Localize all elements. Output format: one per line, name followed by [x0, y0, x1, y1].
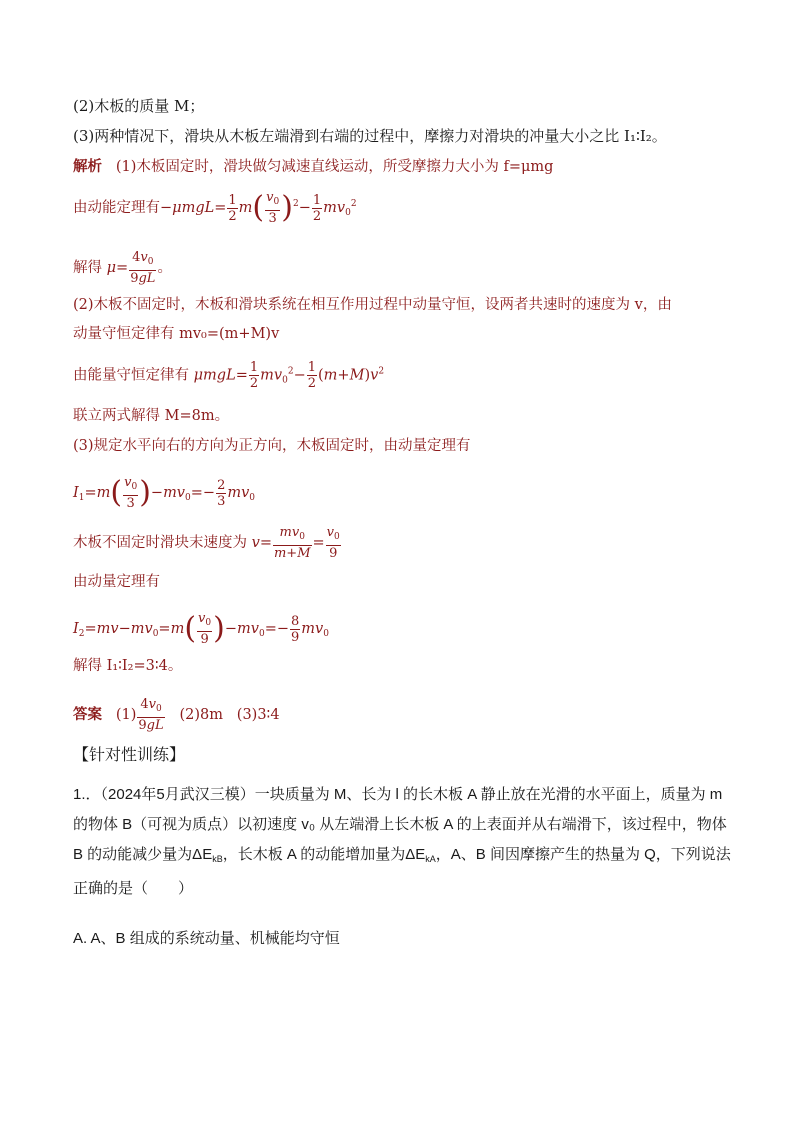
solution-text-6: 由能量守恒定律有 — [73, 367, 189, 384]
solution-label: 解析 — [73, 158, 102, 175]
question-1-option-a: A. A、B 组成的系统动量、机械能均守恒 — [73, 930, 340, 947]
answer-2: (2)8m — [179, 707, 223, 723]
answer-3: (3)3∶4 — [236, 707, 280, 723]
solution-text-1: (1)木板固定时，滑块做匀减速直线运动，所受摩擦力大小为 f=μmg — [115, 159, 554, 175]
solution-line-13: 解得 I₁∶I₂=3∶4。 — [73, 658, 183, 674]
solution-text-3: 解得 — [73, 260, 102, 276]
solution-line-1 — [73, 157, 734, 177]
solution-line-4: (2)木板不固定时，木板和滑块系统在相互作用过程中动量守恒，设两者共速时的速度为 v，由 — [73, 297, 672, 313]
answer-line: 答案 (1) $\frac{4v_0}{9gL}$ (2)8m (3)3∶4 — [73, 697, 280, 733]
solution-text-10: 木板不固定时滑块末速度为 — [73, 535, 247, 551]
solution-line-2: 由动能定理有−μmgL= $\frac{1}{2}$ m( $\frac{v_0}{3}$ )$^2$− $\frac{1}{2}$ $mv_0^2$ — [73, 190, 357, 226]
solution-line-5: 动量守恒定律有 mv₀=(m+M)v — [73, 326, 280, 342]
answer-label: 答案 — [73, 706, 102, 723]
problem-part2: (2)木板的质量 M； — [73, 97, 205, 115]
solution-line-7: 联立两式解得 M=8m。 — [73, 408, 230, 424]
solution-text-2: 由动能定理有 — [73, 200, 160, 216]
solution-line-3: 解得 μ= $\frac{4v_0}{9gL}$ 。 — [73, 250, 172, 286]
solution-line-11: 由动量定理有 — [73, 574, 160, 590]
solution-line-9: $I_1=m$( $\frac{v_0}{3}$ )$-mv_0=-$ $\frac{2}{3}$ $mv_0$ — [73, 475, 256, 511]
section-title: 【针对性训练】 — [73, 745, 186, 764]
solution-line-10: 木板不固定时滑块末速度为 v= $\frac{mv_0}{m+M}$ = $\frac{v_0}{9}$ — [73, 525, 340, 561]
question-1-text: 1.．（2024年5月武汉三模）一块质量为 M、长为 l 的长木板 A 静止放在光滑的水平面上，质量为 m 的物体 B（可视为质点）以初速度 v₀ 从左端滑上长木板 A 的上表面并从右端滑下，该过程中，物体 B 的动能减少量为$\Delta E_{kB}$，长木板 A 的动能增加量为$\Delta E_{kA}$，A、B 间因摩擦产生的热量为 Q，下列说法正确的是（ ） — [73, 786, 731, 897]
problem-part3: (3)两种情况下，滑块从木板左端滑到右端的过程中，摩擦力对滑块的冲量大小之比 I₁∶I₂。 — [73, 127, 667, 145]
solution-line-12: $I_2=mv-mv_0=m$( $\frac{v_0}{9}$ )$-mv_0=-$ $\frac{8}{9}$ $mv_0$ — [73, 611, 329, 647]
solution-line-8: (3)规定水平向右的方向为正方向，木板固定时，由动量定理有 — [73, 438, 471, 454]
solution-line-6: 由能量守恒定律有 μmgL= $\frac{1}{2}$ $mv_0^2-$ $\frac{1}{2}$ $(m+M)v^2$ — [73, 360, 385, 391]
